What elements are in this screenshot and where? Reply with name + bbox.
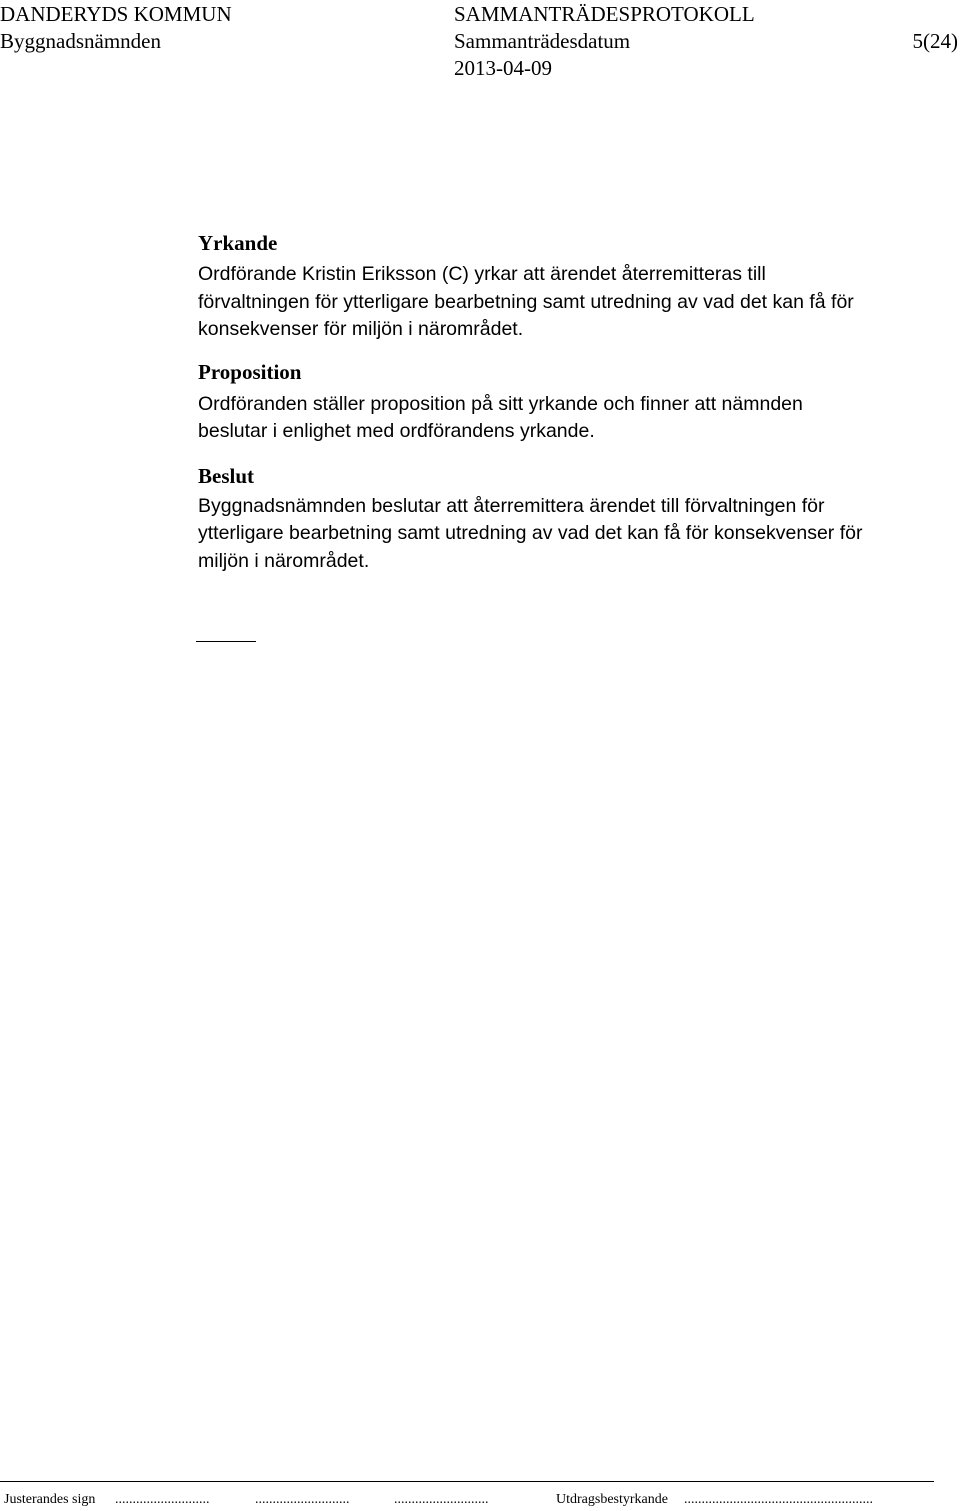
section-proposition (198, 358, 938, 446)
signature-dots-3: ........................... (394, 1492, 489, 1507)
signature-dots-1: ........................... (115, 1492, 210, 1507)
section-heading-beslut: Beslut (198, 463, 255, 488)
extract-certification-dots: ...................................................... (684, 1492, 873, 1507)
document-type: SAMMANTRÄDESPROTOKOLL (454, 2, 755, 26)
section-beslut (198, 462, 938, 576)
section-end-rule (196, 641, 256, 642)
organization-name: DANDERYDS KOMMUN (0, 2, 232, 26)
protocol-content (198, 229, 938, 575)
meeting-date-label: Sammanträdesdatum (454, 29, 631, 53)
footer-rule (0, 1481, 934, 1482)
section-heading-proposition: Proposition (198, 359, 302, 384)
department-name: Byggnadsnämnden (0, 29, 161, 53)
section-text-yrkande: Ordförande Kristin Eriksson (C) yrkar att ärendet återremitteras till förvaltningen för ytterligare bearbetning samt utredning av vad det kan få för konsekvenser för miljön i närområdet. (198, 263, 854, 340)
page-number: 5(24) (912, 29, 958, 53)
section-heading-yrkande: Yrkande (198, 231, 278, 255)
section-text-proposition: Ordföranden ställer proposition på sitt yrkande och finner att nämnden beslutar i enlighet med ordförandens yrkande. (198, 392, 803, 442)
signature-dots-2: ........................... (255, 1492, 350, 1507)
signature-label: Justerandes sign (4, 1492, 96, 1507)
footer (0, 1491, 960, 1511)
extract-certification-label: Utdragsbestyrkande (556, 1492, 668, 1507)
meeting-date: 2013-04-09 (454, 56, 552, 80)
section-text-beslut: Byggnadsnämnden beslutar att återremittera ärendet till förvaltningen för ytterligare bearbetning samt utredning av vad det kan få för konsekvenser för miljön i närområdet. (198, 494, 863, 572)
section-yrkande (198, 229, 938, 344)
